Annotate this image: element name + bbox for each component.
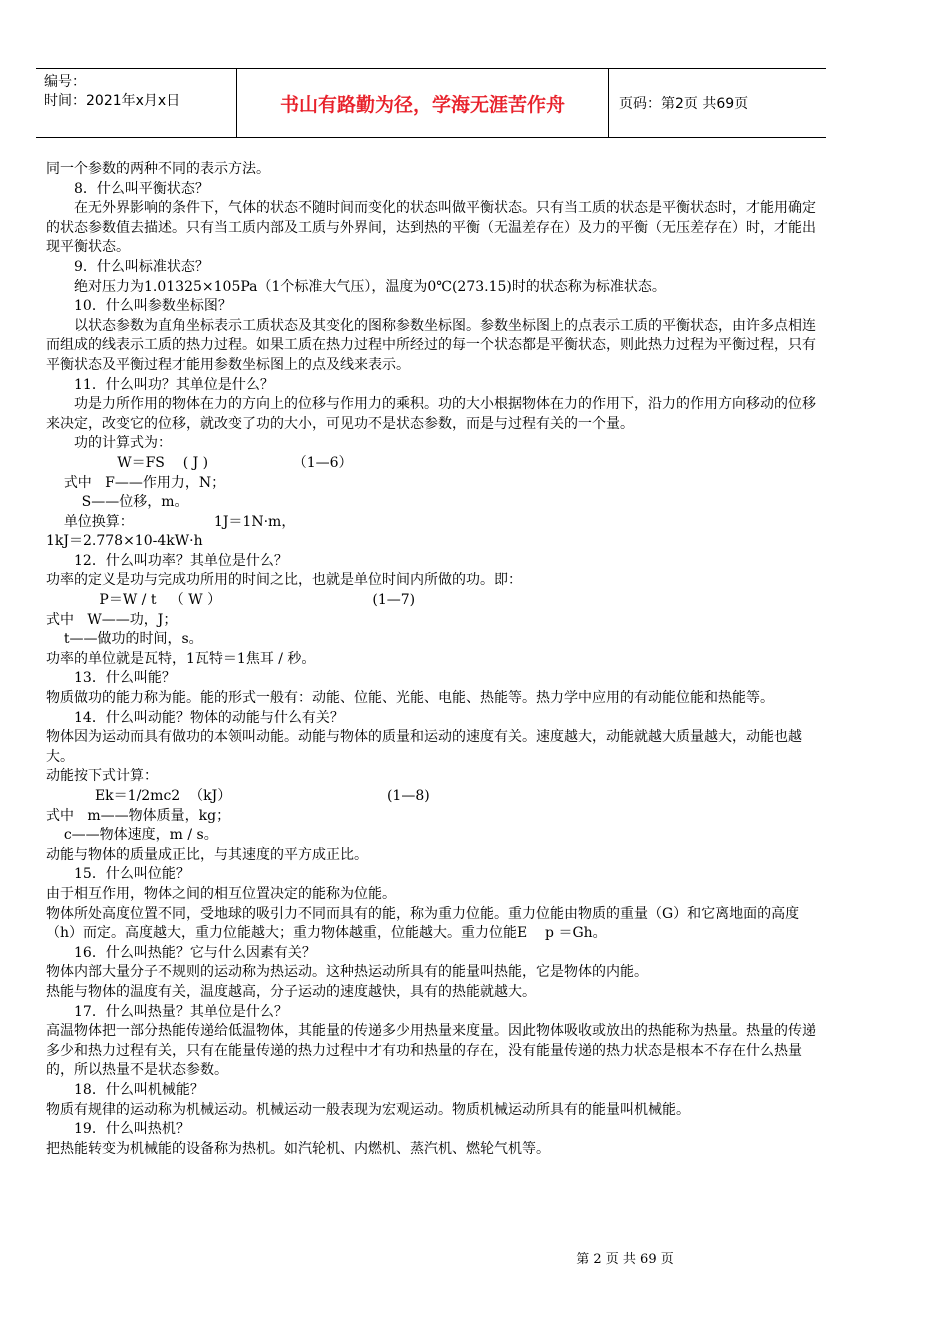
header-meta xyxy=(36,69,236,137)
header-motto: 书山有路勤为径，学海无涯苦作舟 xyxy=(236,69,609,137)
paragraph: S——位移，m。 xyxy=(46,494,189,511)
paragraph: 8．什么叫平衡状态？ xyxy=(74,180,209,197)
paragraph: 1kJ＝2.778×10-4kW·h xyxy=(46,533,203,550)
paragraph: 功的计算式为： xyxy=(74,435,172,452)
paragraph: 10．什么叫参数坐标图？ xyxy=(74,298,232,315)
document-body xyxy=(46,160,816,1159)
paragraph: 式中 m——物体质量，kg； xyxy=(46,807,231,824)
page-header xyxy=(36,68,826,138)
paragraph: c——物体速度，m / s。 xyxy=(46,827,218,844)
paragraph: 17．什么叫热量？其单位是什么？ xyxy=(74,1003,288,1020)
paragraph: 物体所处高度位置不同，受地球的吸引力不同而具有的能，称为重力位能。重力位能由物质的重量（G）和它离地面的高度（h）而定。高度越大，重力位能越大；重力物体越重，位能越大。重力位能E p ＝Gh。 xyxy=(46,905,800,942)
paragraph: 9．什么叫标准状态？ xyxy=(74,258,209,275)
paragraph: 物质做功的能力称为能。能的形式一般有：动能、位能、光能、电能、热能等。热力学中应用的有动能位能和热能等。 xyxy=(46,690,774,707)
page-footer: 第 2 页 共 69 页 xyxy=(576,1252,674,1267)
paragraph: W＝FS ( J ) （1—6） xyxy=(46,454,353,471)
paragraph: 绝对压力为1.01325×105Pa（1个标准大气压），温度为0℃(273.15)时的状态称为标准状态。 xyxy=(74,278,666,295)
paragraph: 以状态参数为直角坐标表示工质状态及其变化的图称参数坐标图。参数坐标图上的点表示工质的平衡状态，由许多点相连而组成的线表示工质的热力过程。如果工质在热力过程中所经过的每一个状态都是平衡状态，则此热力过程为平衡过程，只有平衡状态及平衡过程才能用参数坐标图上的点及线来表示。 xyxy=(46,317,816,373)
paragraph: P＝W / t （ W ） (1—7) xyxy=(46,592,416,609)
paragraph: 11．什么叫功？其单位是什么？ xyxy=(74,376,274,393)
paragraph: 18．什么叫机械能？ xyxy=(74,1081,204,1098)
paragraph: 物体因为运动而具有做功的本领叫动能。动能与物体的质量和运动的速度有关。速度越大，动能就越大质量越大，动能也越大。 xyxy=(46,729,802,765)
paragraph: 物质有规律的运动称为机械运动。机械运动一般表现为宏观运动。物质机械运动所具有的能量叫机械能。 xyxy=(46,1101,690,1118)
paragraph: 13．什么叫能？ xyxy=(74,670,176,687)
paragraph: Ek＝1/2mc2 （kJ） (1—8) xyxy=(46,788,430,804)
paragraph: 高温物体把一部分热能传递给低温物体，其能量的传递多少用热量来度量。因此物体吸收或放出的热能称为热量。热量的传递多少和热力过程有关，只有在能量传递的热力过程中才有功和热量的存在，没有能量传递的热力状态是根本不存在什么热量的，所以热量不是状态参数。 xyxy=(46,1023,816,1079)
document-time: 时间：2021年x月x日 xyxy=(44,93,181,109)
paragraph: 12．什么叫功率？其单位是什么？ xyxy=(74,552,288,569)
header-page-info: 页码：第2页 共69页 xyxy=(619,96,749,112)
paragraph: 功是力所作用的物体在力的方向上的位移与作用力的乘积。功的大小根据物体在力的作用下，沿力的作用方向移动的位移来决定，改变它的位移，就改变了功的大小，可见功不是状态参数，而是与过程有关的一个量。 xyxy=(46,396,816,432)
paragraph: 式中 F——作用力，N； xyxy=(46,474,226,491)
paragraph: 单位换算： 1J＝1N·m， xyxy=(46,513,296,530)
paragraph: 动能按下式计算： xyxy=(46,768,158,785)
paragraph: 物体内部大量分子不规则的运动称为热运动。这种热运动所具有的能量叫热能，它是物体的内能。 xyxy=(46,964,648,981)
paragraph: 由于相互作用，物体之间的相互位置决定的能称为位能。 xyxy=(46,885,396,902)
paragraph: t——做功的时间，s。 xyxy=(46,631,203,648)
paragraph: 把热能转变为机械能的设备称为热机。如汽轮机、内燃机、蒸汽机、燃轮气机等。 xyxy=(46,1140,550,1157)
paragraph: 式中 W——功，J； xyxy=(46,611,178,628)
paragraph: 14．什么叫动能？物体的动能与什么有关？ xyxy=(74,709,344,726)
paragraph: 功率的定义是功与完成功所用的时间之比，也就是单位时间内所做的功。即： xyxy=(46,572,522,589)
paragraph: 同一个参数的两种不同的表示方法。 xyxy=(46,161,270,177)
paragraph: 16．什么叫热能？它与什么因素有关？ xyxy=(74,944,316,961)
paragraph: 功率的单位就是瓦特，1瓦特＝1焦耳 / 秒。 xyxy=(46,650,316,667)
paragraph: 19．什么叫热机？ xyxy=(74,1121,190,1138)
paragraph: 热能与物体的温度有关，温度越高，分子运动的速度越快，具有的热能就越大。 xyxy=(46,983,536,1000)
paragraph: 动能与物体的质量成正比，与其速度的平方成正比。 xyxy=(46,846,368,863)
paragraph: 15．什么叫位能？ xyxy=(74,866,190,883)
document-number: 编号： xyxy=(44,74,86,90)
paragraph: 在无外界影响的条件下，气体的状态不随时间而变化的状态叫做平衡状态。只有当工质的状态是平衡状态时，才能用确定的状态参数值去描述。只有当工质内部及工质与外界间，达到热的平衡（无温差存在）及力的平衡（无压差存在）时，才能出现平衡状态。 xyxy=(46,200,816,256)
